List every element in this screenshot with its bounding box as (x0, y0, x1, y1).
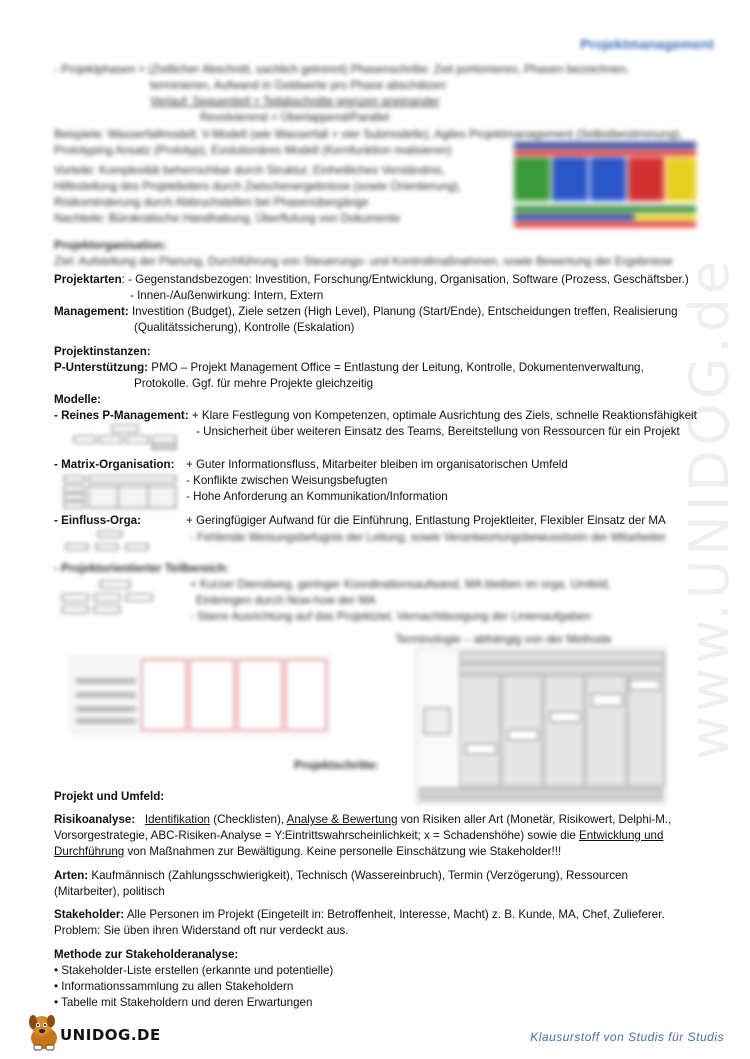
logo-text: UNIDOG.DE (60, 1026, 161, 1044)
projektarten-text: : - Gegenstandsbezogen: Investition, Forschung/Entwicklung, Organisation, Software (Prozess, Geschäftsber.) (121, 273, 689, 286)
matrix-minus-2: - Hohe Anforderung an Kommunikation/Information (186, 490, 448, 503)
stakeholder-line-2: Problem: Sie üben ihren Widerstand oft nur verdeckt aus. (54, 924, 349, 937)
blurred-line: terminieren, Aufwand in Geldwerte pro Phase abschätzen (150, 79, 446, 92)
blurred-line: Vorteile: Komplexität beherrschbar durch Struktur, Einheitliches Verständnis, (54, 164, 446, 177)
risiko-entwicklung: Entwicklung und (579, 829, 664, 842)
blurred-line: Projektorganisation: (54, 239, 167, 252)
watermark: www.UNIDOG.de (678, 256, 741, 760)
risiko-text-1: (Checklisten), (209, 813, 287, 826)
reines-minus: - Unsicherheit über weiteren Einsatz des Teams, Bereitstellung von Ressourcen für ein Projekt (196, 425, 680, 438)
page-title: Projektmanagement (580, 36, 714, 52)
matrix-plus: + Guter Informationsfluss, Mitarbeiter bleiben im organisatorischen Umfeld (186, 458, 568, 471)
arten-line-1 (54, 868, 628, 883)
p-unterstuetzung-text: PMO – Projekt Management Office = Entlastung der Leitung, Kontrolle, Dokumentenverwaltung, (148, 361, 644, 374)
footer-tagline: Klausurstoff von Studis für Studis (530, 1030, 724, 1044)
terminology-table (70, 656, 330, 734)
projektarten-line-2: - Innen-/Außenwirkung: Intern, Extern (130, 289, 324, 302)
risiko-ident: Identifikation (144, 813, 210, 826)
risiko-text-4: von Maßnahmen zur Bewältigung. Keine personelle Einschätzung wie Stakeholder!!! (124, 845, 562, 858)
blurred-line: Einbringen durch Now-how der MA (196, 594, 376, 607)
phase-color-chart (514, 142, 696, 228)
einfluss-line-1 (54, 513, 141, 528)
projektschritte-caption: Projektschritte: (294, 759, 380, 772)
terminologie-caption: Terminologie – abhängig von der Methode (395, 633, 612, 646)
stakeholder-label: Stakeholder: (54, 908, 125, 921)
management-text: Investition (Budget), Ziele setzen (High Level), Planung (Start/Ende), Entscheidungen treffen, Realisierung (128, 305, 678, 318)
blurred-line: Risikominderung durch Abbruchstellen bei Phasenübergänge (54, 196, 369, 209)
blurred-line: Beispiele: Wasserfallmodell, V-Modell (wie Wasserfall + vier Submodelle), Agiles Projektmanagement (Selbstbestimmung), (54, 128, 683, 141)
management-line-2: (Qualitätssicherung), Kontrolle (Eskalation) (134, 321, 355, 334)
matrix-label: - Matrix-Organisation: (54, 458, 175, 471)
projektarten-line-1 (54, 272, 689, 287)
blurred-heading: - Projektorientierter Teilbereich: (54, 562, 230, 575)
reines-org-diagram (72, 424, 182, 450)
blurred-line: Nachteile: Bürokratische Handhabung, Überflutung von Dokumente (54, 212, 401, 225)
instanzen-line-2: Protokolle. Ggf. für mehre Projekte gleichzeitig (134, 377, 374, 390)
risiko-durchfuehrung: Durchführung (54, 845, 125, 858)
arten-line-2: (Mitarbeiter), politisch (54, 885, 165, 898)
methode-bullet: • Stakeholder-Liste erstellen (erkannte und potentielle) (54, 964, 334, 977)
blurred-line: Ziel: Aufstellung der Planung, Durchführung von Steuerungs- und Kontrollmaßnahmen, sowie Bewertung der Ergebnisse (54, 255, 673, 268)
matrix-line-1 (54, 457, 174, 472)
einfluss-minus: - Fehlende Weisungsbefugnis der Leitung, sowie Verantwortungsbewusstsein der Mitarbeiter (190, 531, 667, 544)
methode-heading: Methode zur Stakeholderanalyse: (54, 948, 239, 961)
arten-label: Arten: (54, 869, 89, 882)
management-label: Management: (54, 305, 129, 318)
einfluss-label: - Einfluss-Orga: (54, 514, 141, 527)
risiko-label: Risikoanalyse: (54, 813, 136, 826)
blurred-line: - Projektphasen = (Zeitlicher Abschnitt, sachlich getrennt) Phasenschritte: Zeit portionieren, Phasen bezeichnen, (54, 63, 630, 76)
blurred-line: - Starre Ausrichtung auf das Projektziel, Vernachlässigung der Linienaufgaben (190, 610, 591, 623)
p-unterstuetzung-label: P-Unterstützung: (54, 361, 149, 374)
risiko-line-3 (54, 844, 561, 859)
umfeld-heading: Projekt und Umfeld: (54, 790, 165, 803)
reines-plus: + Klare Festlegung von Kompetenzen, optimale Ausrichtung des Ziels, schnelle Reaktionsfähigkeit (188, 409, 697, 422)
blurred-line: + Kurzer Dienstweg, geringer Koordinationsaufwand, MA bleiben im orga. Umfeld, (190, 578, 611, 591)
methode-bullet: • Informationssammlung zu allen Stakeholdern (54, 980, 294, 993)
reines-line-1 (54, 408, 697, 423)
matrix-minus-1: - Konflikte zwischen Weisungsbefugten (186, 474, 388, 487)
risiko-text-2: von Risiken aller Art (Monetär, Risikowert, Delphi-M., (397, 813, 672, 826)
projektschritte-diagram (416, 648, 666, 804)
blurred-line: Verlauf: Sequentiell = Teilabschnitte grenzen aneinander (150, 95, 440, 108)
risiko-analyse: Analyse & Bewertung (286, 813, 398, 826)
risiko-text-3: Vorsorgestrategie, ABC-Risiken-Analyse = Y:Eintrittswahrscheinlichkeit; x = Schadenshöhe) sowie die (54, 829, 579, 842)
instanzen-line-1 (54, 360, 644, 375)
management-line-1 (54, 304, 678, 319)
blurred-line: Prototyping Ansatz (Prototyp), Evolutionäres Modell (Kernfunktion realisieren) (54, 144, 452, 157)
reines-label: - Reines P-Management: (54, 409, 189, 422)
stakeholder-line-1 (54, 907, 665, 922)
modelle-heading: Modelle: (54, 393, 102, 406)
risiko-line-1 (54, 812, 671, 827)
matrix-org-diagram (62, 474, 180, 510)
einfluss-plus: + Geringfügiger Aufwand für die Einführung, Entlastung Projektleiter, Flexibler Einsatz der MA (186, 514, 666, 527)
blurred-line: Hilfestellung des Projektleiters durch Zwischenergebnisse (sowie Orientierung), (54, 180, 462, 193)
risiko-line-2 (54, 828, 663, 843)
instanzen-heading: Projektinstanzen: (54, 345, 151, 358)
methode-bullet: • Tabelle mit Stakeholdern und deren Erwartungen (54, 996, 313, 1009)
teilbereich-diagram (60, 580, 180, 620)
unidog-logo (24, 1012, 161, 1052)
stakeholder-text: Alle Personen im Projekt (Eingeteilt in: Betroffenheit, Interesse, Macht) z. B. Kunde, MA, Chef, Zulieferer. (124, 908, 665, 921)
arten-text: Kaufmännisch (Zahlungsschwierigkeit), Technisch (Wassereinbruch), Termin (Verzögerung), Ressourcen (88, 869, 628, 882)
einfluss-org-diagram (62, 530, 162, 556)
projektarten-label: Projektarten (54, 273, 122, 286)
blurred-line: Revolvierend = Überlappend/Parallel (200, 111, 390, 124)
